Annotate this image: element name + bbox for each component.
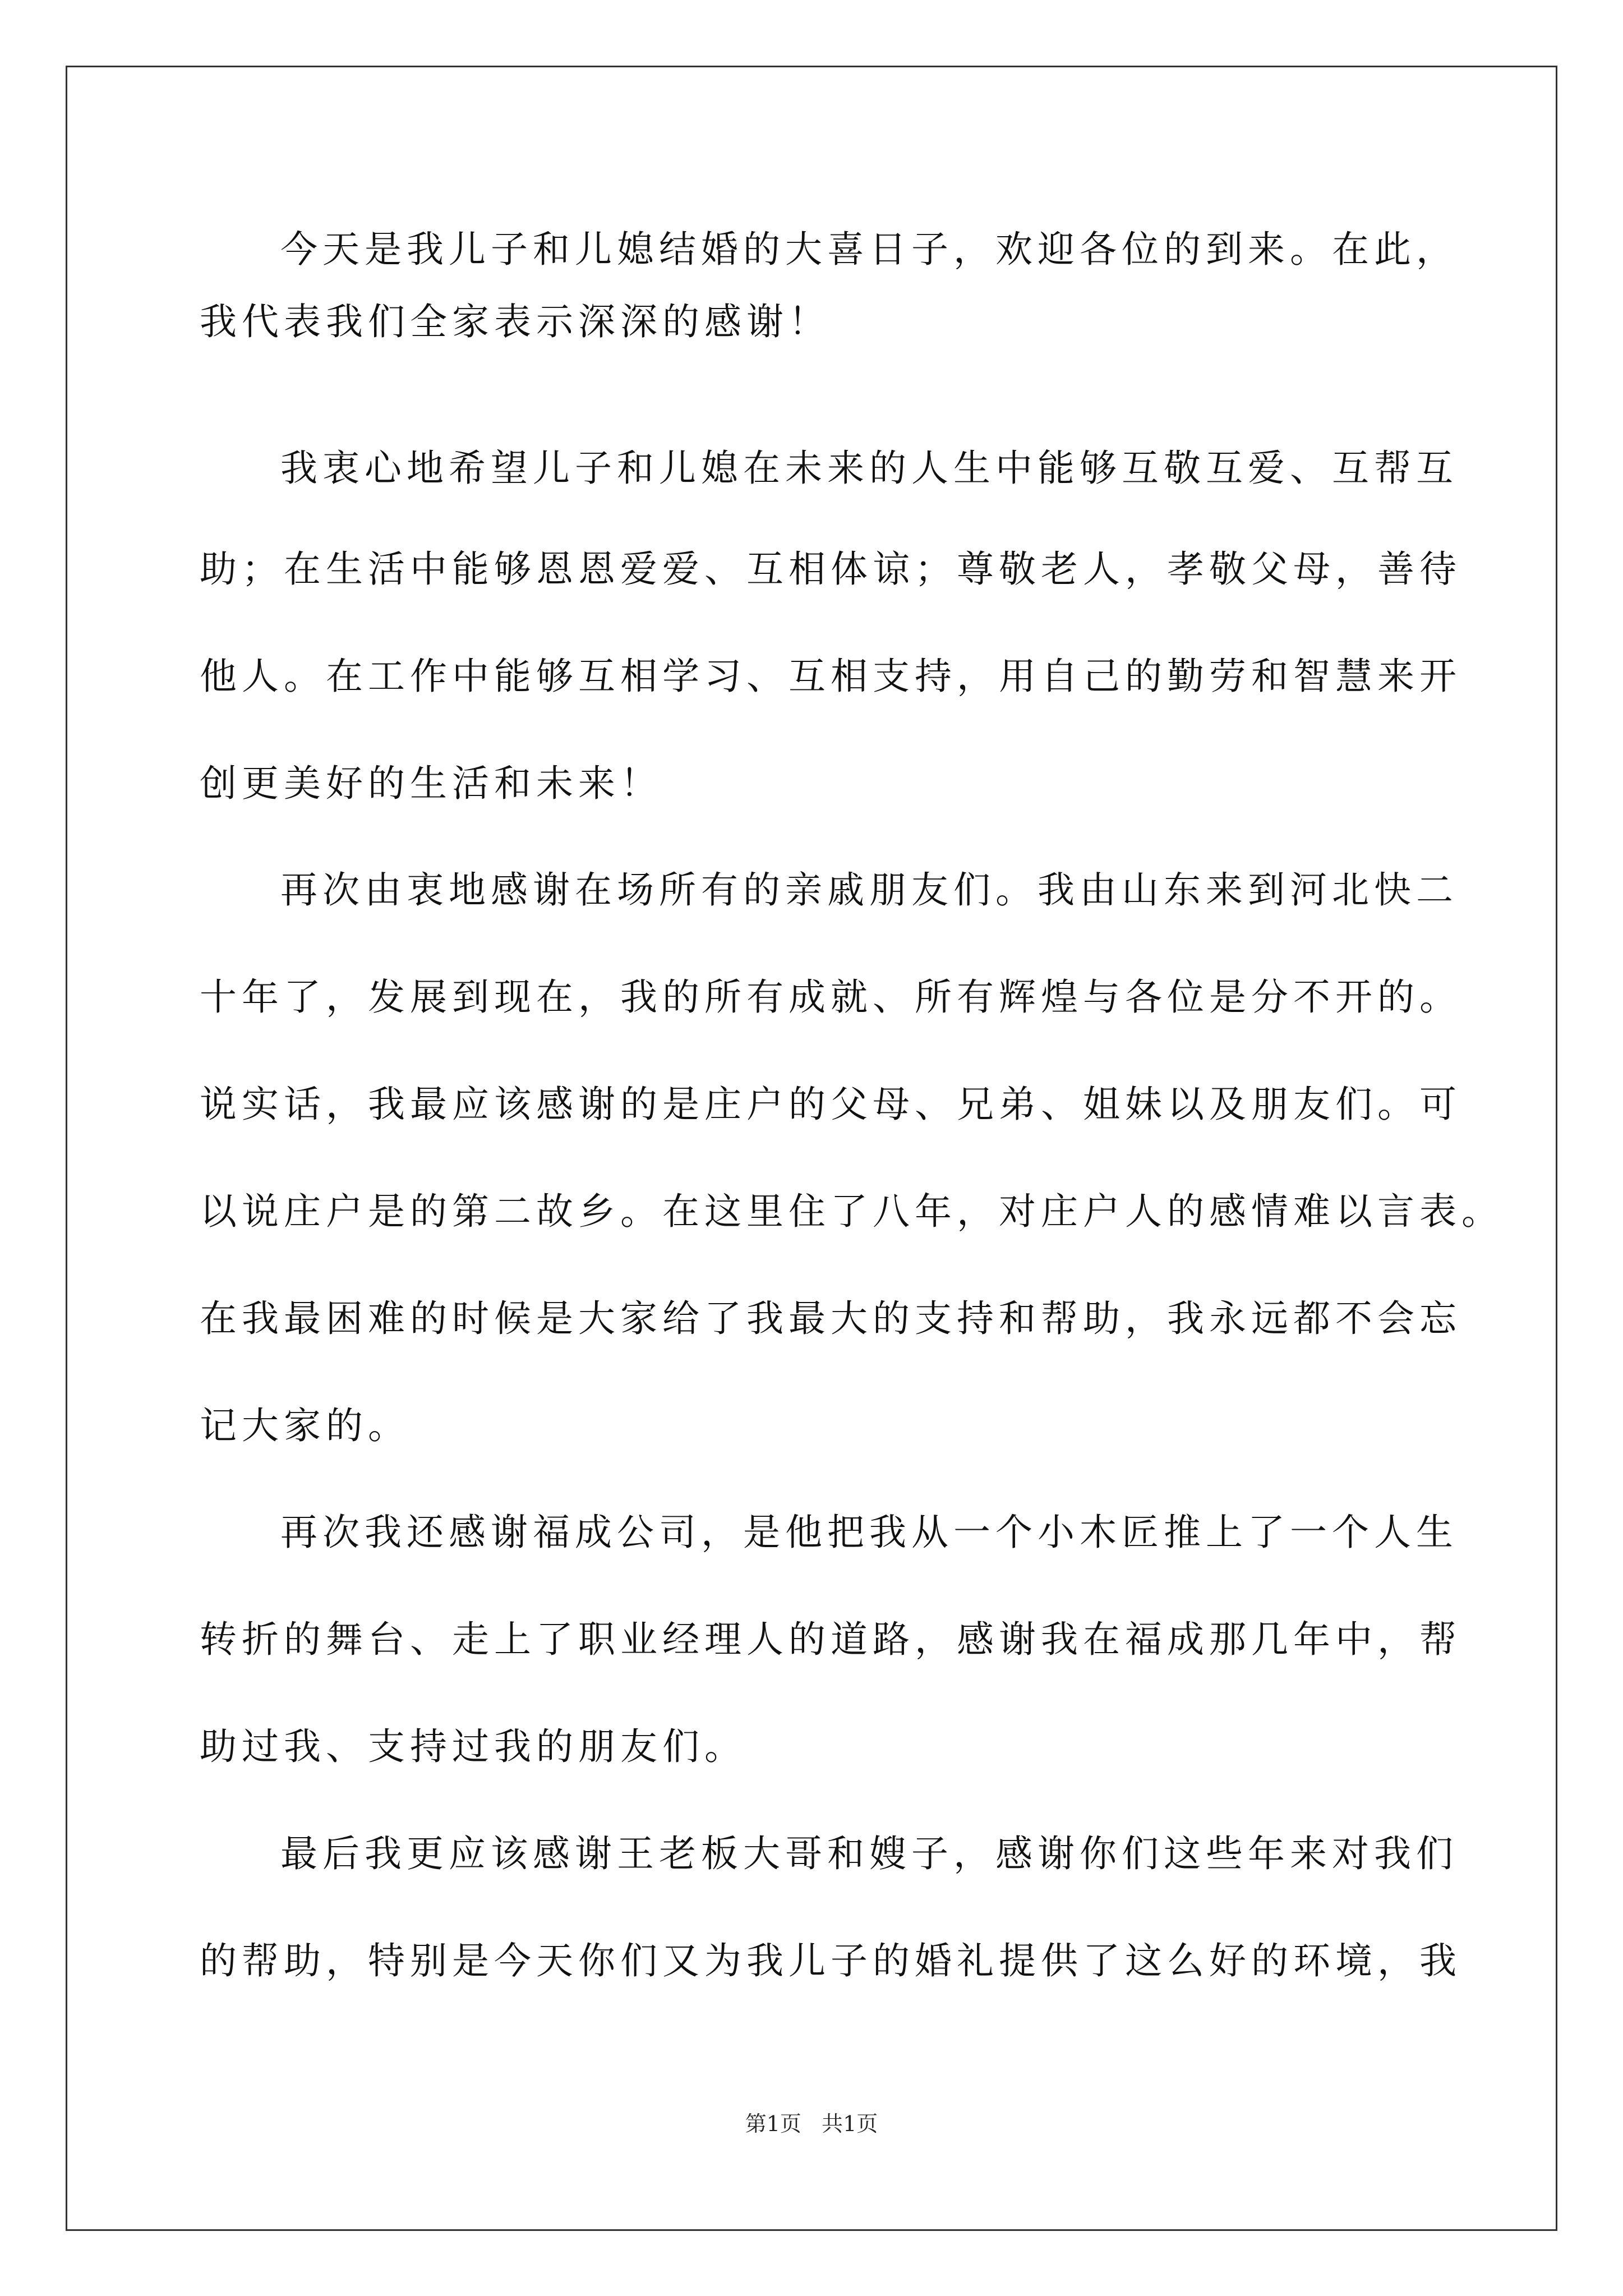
page-number: 第1页 共1页 — [745, 2111, 878, 2136]
paragraph-3-line-5: 在我最困难的时候是大家给了我最大的支持和帮助，我永远都不会忘 — [200, 1297, 1461, 1340]
paragraph-3-line-2: 十年了，发展到现在，我的所有成就、所有辉煌与各位是分不开的。 — [200, 976, 1461, 1019]
paragraph-2-line-4: 创更美好的生活和未来！ — [200, 762, 662, 805]
paragraph-1-line-1: 今天是我儿子和儿媳结婚的大喜日子，欢迎各位的到来。在此， — [280, 228, 1458, 271]
paragraph-3-line-3: 说实话，我最应该感谢的是庄户的父母、兄弟、姐妹以及朋友们。可 — [200, 1083, 1461, 1126]
paragraph-3-line-1: 再次由衷地感谢在场所有的亲戚朋友们。我由山东来到河北快二 — [280, 868, 1458, 912]
paragraph-4-line-1: 再次我还感谢福成公司，是他把我从一个小木匠推上了一个人生 — [280, 1511, 1458, 1554]
paragraph-5-line-1: 最后我更应该感谢王老板大哥和嫂子，感谢你们这些年来对我们 — [280, 1832, 1458, 1875]
paragraph-4-line-2: 转折的舞台、走上了职业经理人的道路，感谢我在福成那几年中，帮 — [200, 1618, 1461, 1661]
paragraph-2-line-3: 他人。在工作中能够互相学习、互相支持，用自己的勤劳和智慧来开 — [200, 655, 1461, 698]
page-border — [66, 66, 1557, 2231]
paragraph-1-line-2: 我代表我们全家表示深深的感谢！ — [200, 300, 831, 343]
paragraph-4-line-3: 助过我、支持过我的朋友们。 — [200, 1725, 746, 1768]
paragraph-3-line-4: 以说庄户是的第二故乡。在这里住了八年，对庄户人的感情难以言表。 — [200, 1190, 1504, 1233]
paragraph-2-line-1: 我衷心地希望儿子和儿媳在未来的人生中能够互敬互爱、互帮互 — [280, 447, 1458, 490]
paragraph-5-line-2: 的帮助，特别是今天你们又为我儿子的婚礼提供了这么好的环境，我 — [200, 1939, 1461, 1982]
paragraph-3-line-6: 记大家的。 — [200, 1404, 410, 1447]
paragraph-2-line-2: 助；在生活中能够恩恩爱爱、互相体谅；尊敬老人，孝敬父母，善待 — [200, 547, 1461, 591]
